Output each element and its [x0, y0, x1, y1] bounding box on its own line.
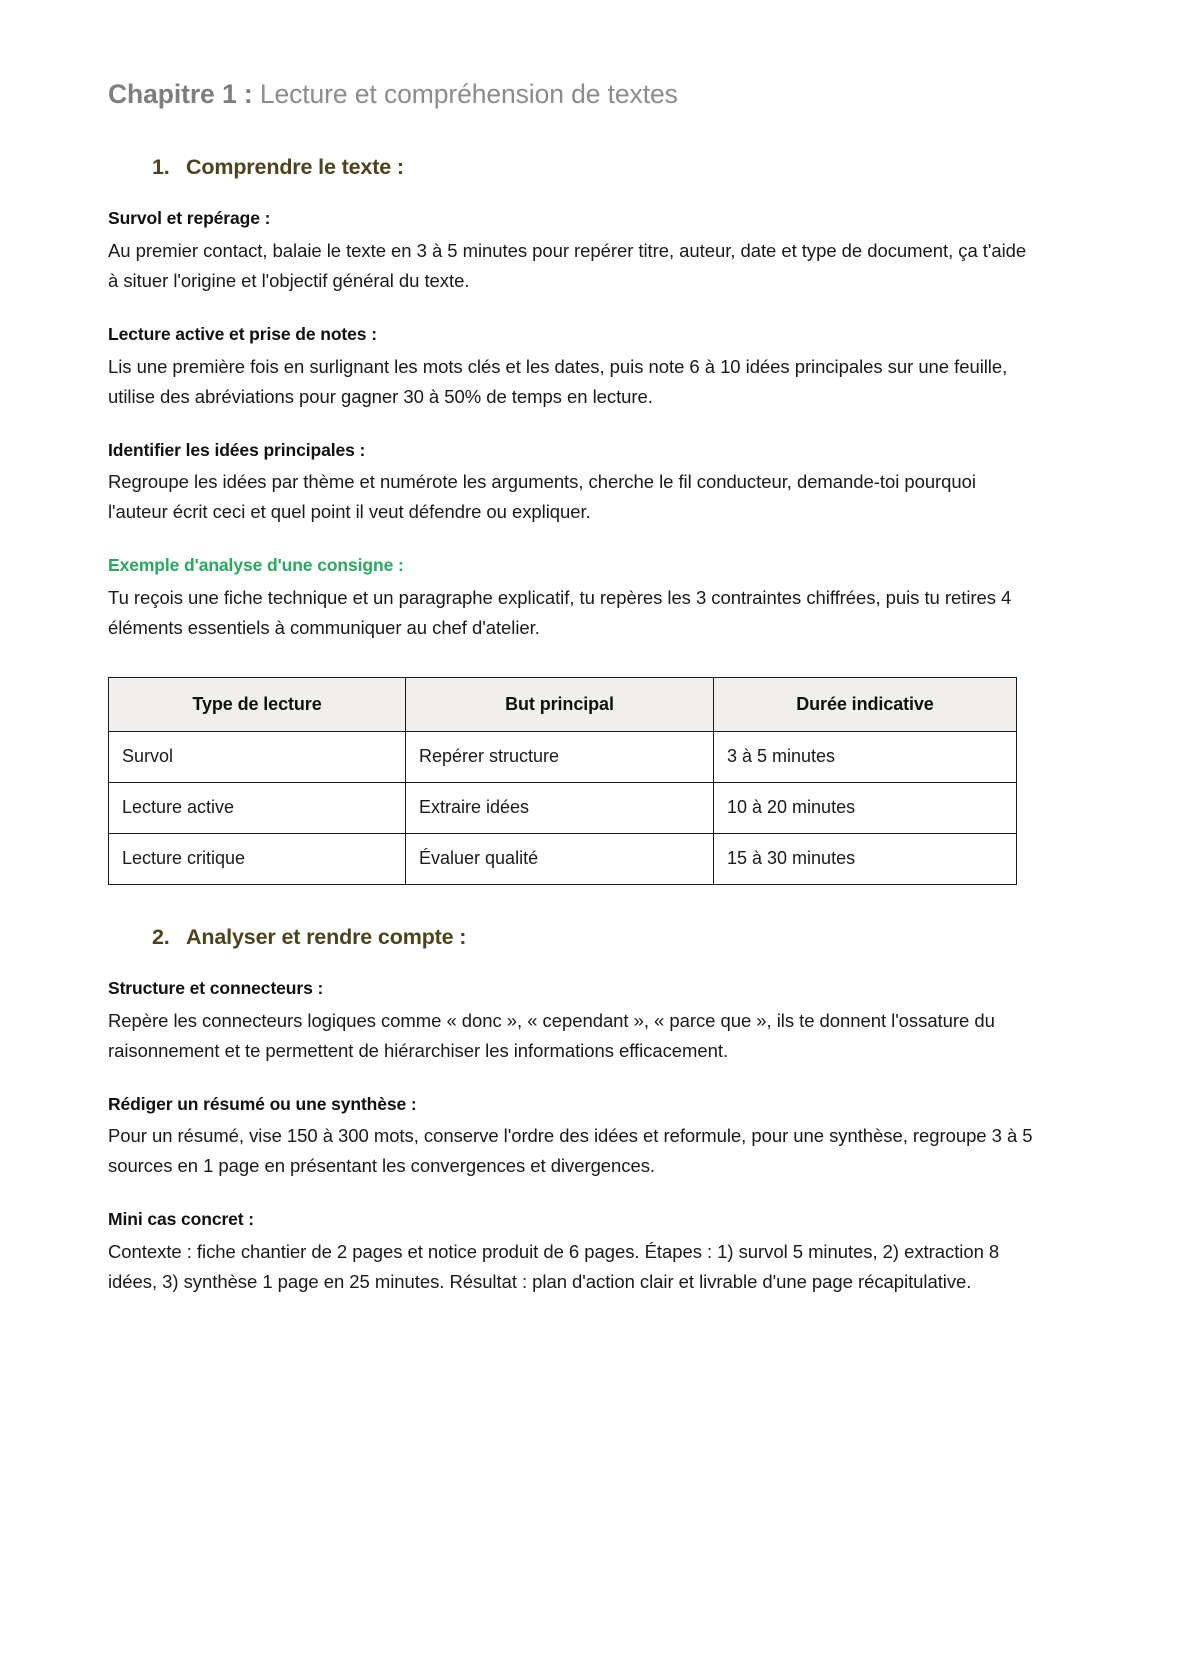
block-title: Structure et connecteurs : [108, 977, 324, 998]
block-body: Regroupe les idées par thème et numérote les arguments, cherche le fil conducteur, demande-toi pourquoi l'auteur écrit ceci et quel point il veut défendre ou expliquer. [108, 471, 976, 523]
table-cell: 15 à 30 minutes [714, 833, 1017, 884]
block-title: Mini cas concret : [108, 1209, 255, 1230]
table-column-header: Type de lecture [109, 677, 406, 731]
block-body: Tu reçois une fiche technique et un paragraphe explicatif, tu repères les 3 contraintes chiffrées, puis tu retires 4 éléments essentiels à communiquer au chef d'atelier. [108, 586, 1012, 638]
section-number-2: 2. [152, 924, 170, 949]
table-cell: Repérer structure [406, 731, 714, 782]
block-title: Identifier les idées principales : [108, 439, 366, 460]
block-body: Pour un résumé, vise 150 à 300 mots, conserve l'ordre des idées et reformule, pour une synthèse, regroupe 3 à 5 sources en 1 page en présentant les convergences et divergences. [108, 1125, 1033, 1177]
section-heading-1 [108, 155, 1092, 180]
block-rediger-un-resume-ou-une-synthese [108, 1093, 1092, 1182]
table-row [109, 782, 1017, 833]
table-cell: Survol [109, 731, 406, 782]
table-cell: 3 à 5 minutes [714, 731, 1017, 782]
block-structure-et-connecteurs [108, 977, 1092, 1066]
block-title-accent: Exemple d'analyse d'une consigne : [108, 555, 404, 576]
block-body: Lis une première fois en surlignant les mots clés et les dates, puis note 6 à 10 idées principales sur une feuille, utilise des abréviations pour gagner 30 à 50% de temps en lecture. [108, 355, 1008, 407]
block-body: Repère les connecteurs logiques comme « donc », « cependant », « parce que », ils te donnent l'ossature du raisonnement et te permettent de hiérarchiser les informations efficacement. [108, 1009, 995, 1061]
block-title: Rédiger un résumé ou une synthèse : [108, 1093, 417, 1114]
block-body: Au premier contact, balaie le texte en 3 à 5 minutes pour repérer titre, auteur, date et type de document, ça t'aide à situer l'origine et l'objectif général du texte. [108, 239, 1027, 291]
table-cell: Lecture critique [109, 833, 406, 884]
block-title: Survol et repérage : [108, 208, 271, 229]
reading-types-table [108, 677, 1017, 885]
table-cell: Lecture active [109, 782, 406, 833]
chapter-label: Chapitre 1 : [108, 79, 253, 109]
block-lecture-active-et-prise-de-notes [108, 323, 1092, 412]
table-row [109, 833, 1017, 884]
block-exemple-d-analyse-d-une-consigne [108, 554, 1092, 643]
table-cell: 10 à 20 minutes [714, 782, 1017, 833]
table-cell: Évaluer qualité [406, 833, 714, 884]
reading-types-table-wrapper [108, 677, 1092, 885]
section-title-2: Analyser et rendre compte : [186, 924, 467, 949]
section-heading-2 [108, 925, 1092, 950]
section-number-1: 1. [152, 155, 170, 180]
block-survol-et-reperage [108, 207, 1092, 296]
table-row [109, 731, 1017, 782]
table-header-row [109, 677, 1017, 731]
block-identifier-les-idees-principales [108, 439, 1092, 528]
block-title: Lecture active et prise de notes : [108, 323, 377, 344]
page-title [108, 78, 1092, 111]
block-mini-cas-concret [108, 1208, 1092, 1297]
chapter-title-text: Lecture et compréhension de textes [259, 79, 678, 109]
table-column-header: But principal [406, 677, 714, 731]
block-body: Contexte : fiche chantier de 2 pages et notice produit de 6 pages. Étapes : 1) survol 5 minutes, 2) extraction 8 idées, 3) synthèse 1 page en 25 minutes. Résultat : plan d'action clair et livrable d'une page récapitulative. [108, 1241, 1000, 1292]
section-title-1: Comprendre le texte : [186, 155, 404, 180]
table-column-header: Durée indicative [714, 677, 1017, 731]
table-cell: Extraire idées [406, 782, 714, 833]
